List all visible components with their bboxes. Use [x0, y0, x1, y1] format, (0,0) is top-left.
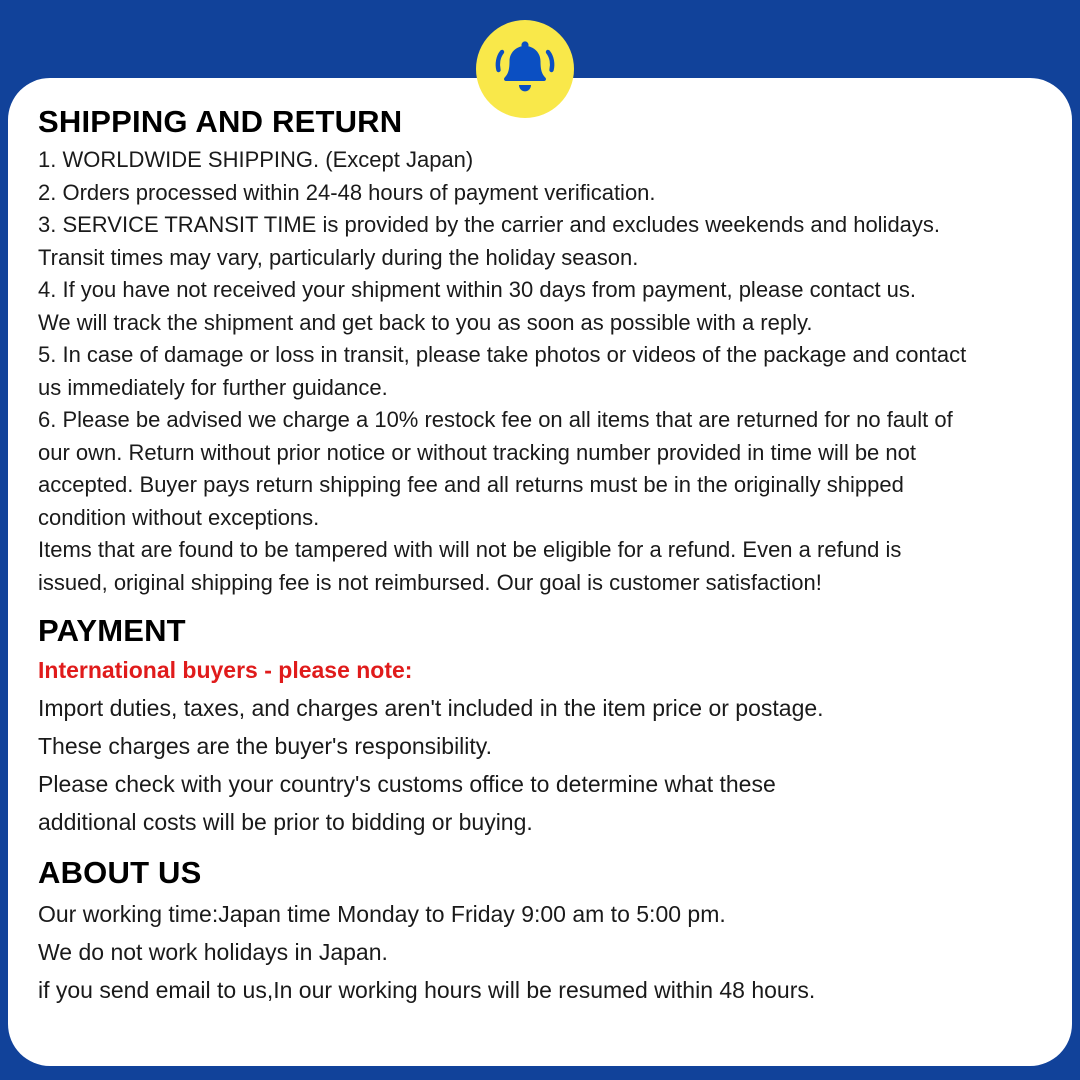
- payment-line: These charges are the buyer's responsibility.: [38, 733, 492, 759]
- shipping-line: issued, original shipping fee is not reimbursed. Our goal is customer satisfaction!: [38, 569, 822, 595]
- payment-section: [38, 613, 1042, 841]
- shipping-line: 3. SERVICE TRANSIT TIME is provided by the carrier and excludes weekends and holidays.: [38, 212, 941, 237]
- shipping-line: 6. Please be advised we charge a 10% restock fee on all items that are returned for no fault of: [38, 407, 953, 432]
- shipping-line: 4. If you have not received your shipment within 30 days from payment, please contact us.: [38, 277, 917, 302]
- shipping-line: condition without exceptions.: [38, 504, 320, 530]
- shipping-line: our own. Return without prior notice or without tracking number provided in time will be not: [38, 439, 916, 465]
- shipping-line: We will track the shipment and get back to you as soon as possible with a reply.: [38, 309, 813, 335]
- shipping-line: 2. Orders processed within 24-48 hours of payment verification.: [38, 179, 656, 205]
- shipping-line: us immediately for further guidance.: [38, 374, 388, 400]
- bell-badge: [476, 20, 574, 118]
- payment-line: Import duties, taxes, and charges aren't included in the item price or postage.: [38, 695, 824, 721]
- payment-line: additional costs will be prior to bidding or buying.: [38, 809, 533, 835]
- about-line: Our working time:Japan time Monday to Friday 9:00 am to 5:00 pm.: [38, 901, 726, 927]
- international-buyers-note: International buyers - please note:: [38, 657, 413, 683]
- shipping-line: 1. WORLDWIDE SHIPPING. (Except Japan): [38, 147, 474, 172]
- shipping-line: accepted. Buyer pays return shipping fee and all returns must be in the originally shipped: [38, 472, 904, 497]
- about-section: [38, 855, 1042, 1009]
- policy-card: [8, 78, 1072, 1066]
- about-heading: ABOUT US: [38, 855, 202, 890]
- shipping-section: [38, 104, 1042, 599]
- about-line: We do not work holidays in Japan.: [38, 939, 388, 965]
- shipping-heading: SHIPPING AND RETURN: [38, 104, 403, 139]
- about-line: if you send email to us,In our working hours will be resumed within 48 hours.: [38, 977, 816, 1003]
- shipping-line: Items that are found to be tampered with will not be eligible for a refund. Even a refund is: [38, 537, 902, 562]
- payment-line: Please check with your country's customs office to determine what these: [38, 771, 776, 797]
- bell-icon: [494, 40, 556, 98]
- shipping-line: 5. In case of damage or loss in transit, please take photos or videos of the package and contact: [38, 342, 967, 367]
- shipping-line: Transit times may vary, particularly during the holiday season.: [38, 244, 639, 270]
- payment-heading: PAYMENT: [38, 613, 186, 648]
